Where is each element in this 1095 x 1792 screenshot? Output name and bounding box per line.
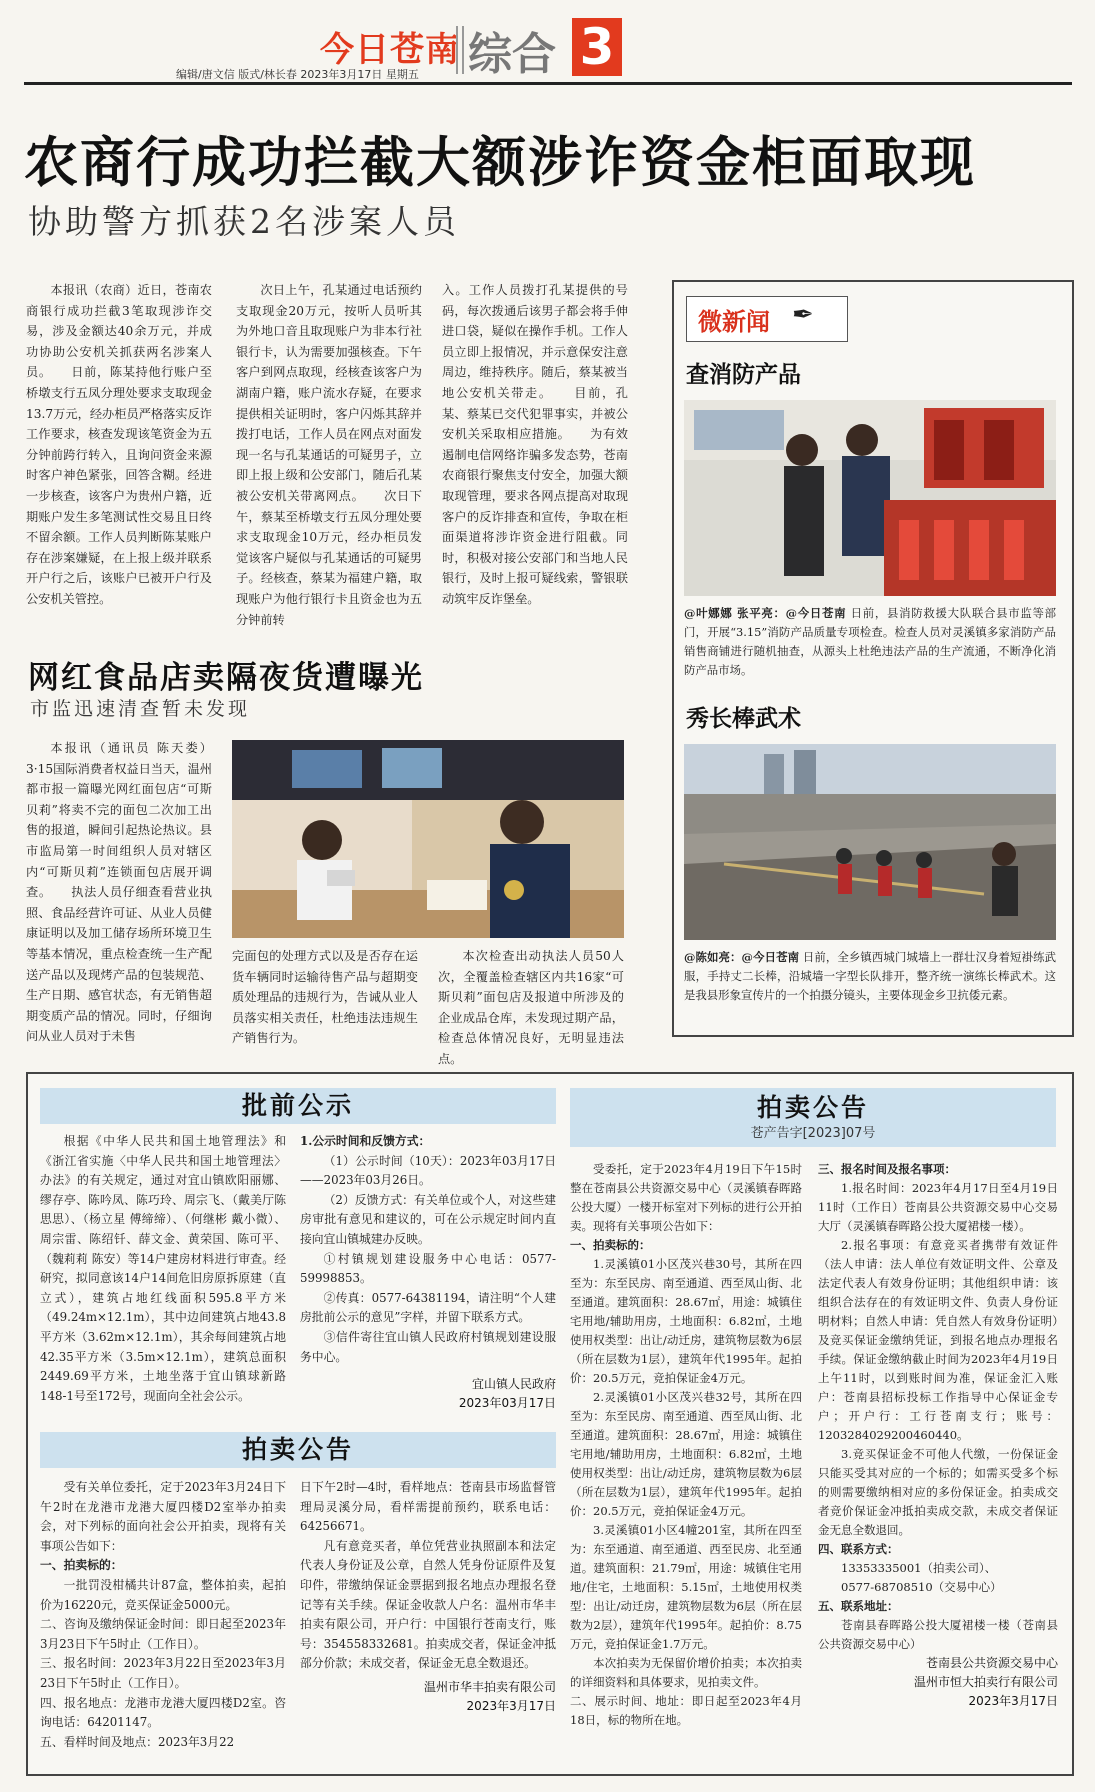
sidebar-item2-caption: @陈如亮：@今日苍南 日前，全乡镇西城门城墙上一群壮汉身着短褂练武服，手持丈二长棒，沿城墙一字型长队排开，整齐统一演练长棒武术。这是我县形象宣传片的一个拍摄分镜头，主要体现金乡卫抗倭元素。 — [684, 950, 1056, 1002]
pre-approval-feedback: 1.公示时间和反馈方式： （1）公示时间（10天）：2023年03月17日——2023年03月26日。 （2）反馈方式：有关单位或个人，对这些建房审批有意见和建议的，可在公示规定时间内直接向宜山镇城建办反映。 ①村镇规划建设服务中心电话：0577-59998853。 ②传真：0577-64381194，请注明“个人建房批前公示的意见”字样，并留下联系方式。 ③信件寄往宜山镇人民政府村镇规划建设服务中心。 宜山镇人民政府 2023年03月17日 — [300, 1134, 556, 1411]
auction-notice-2-left: 受委托，定于2023年4月19日下午15时整在苍南县公共资源交易中心（灵溪镇春晖路公投大厦）一楼开标室对下列标的进行公开拍卖。现将有关事项公告如下： 一、拍卖标的： 1.灵溪镇01小区茂兴巷30号，其所在四至为：东至民房、南至通道、西至凤山街、北至通道。建筑面积：28.67㎡，用途：城镇住宅用地/辅助用房，土地面积：6.82㎡，土地使用权类型：出让/动迁房，建筑物层数为6层（所在层数为1层），建筑年代1995年。起拍价：20.5万元，竞拍保证金4万元。 2.灵溪镇01小区茂兴巷32号，其所在四至为：东至民房、南至通道、西至凤山街、北至通道。建筑面积：28.67㎡，用途：城镇住宅用地/辅助用房，土地面积：6.82㎡，土地使用权类型：出让/动迁房，建筑物层数为6层（所在层数为1层），建筑年代1995年。起拍价：20.5万元，竞拍保证金4万元。 3.灵溪镇01小区4幢201室，其所在四至为：东至通道、南至通道、西至民房、北至通道。建筑面积：21.79㎡，用途：城镇住宅用地/住宅，土地面积：5.15㎡，土地使用权类型：出让/动迁房，建筑物层数为6层（所在层数为2层），建筑年代1995年。起拍价：8.75万元，竞拍保证金1.7万元。 本次拍卖为无保留价增价拍卖；本次拍卖的详细资料和具体要求，见拍卖文件。 二、展示时间、地址：即日起至2023年4月18日，标的物所在地。 — [570, 1162, 802, 1727]
auction-notice-2-code: 苍产告字[2023]07号 — [570, 1122, 1056, 1147]
martial-arts-photo — [684, 744, 1056, 940]
sidebar-item1-caption: @叶娜娜 张平亮：@今日苍南 日前，县消防救援大队联合县市监等部门，开展“3.15”消防产品质量专项检查。检查人员对灵溪镇多家消防产品销售商铺进行随机抽查，从源头上杜绝违法产品的生产流通，不断净化消防产品市场。 — [684, 606, 1056, 677]
auction-notice-1-title: 拍卖公告 — [40, 1432, 556, 1468]
pre-approval-notice — [40, 1088, 556, 1124]
pre-approval-title: 批前公示 — [40, 1088, 556, 1124]
auction-notice-1-right: 日下午2时—4时，看样地点：苍南县市场监督管理局灵溪分局，看样需提前预约，联系电话：64256671。 凡有意竞买者，单位凭营业执照副本和法定代表人身份证及公章，自然人凭身份证原件及复印件，带缴纳保证金票据到报名地点办理报名登记等有关手续。保证金收款人户名：温州市华丰拍卖有限公司，开户行：中国银行苍南支行，账号：354558332681。拍卖成交者，保证金冲抵部分价款；未成交者，保证金无息全数退还。 温州市华丰拍卖有限公司 2023年3月17日 — [300, 1480, 556, 1713]
auction-notice-1 — [40, 1432, 556, 1468]
auction-notice-2 — [570, 1088, 1056, 1147]
article2-col1: 本报讯（通讯员 陈天娄）3·15国际消费者权益日当天，温州都市报一篇曝光网红面包店“可斯贝莉”将卖不完的面包二次加工出售的报道，瞬间引起热论热议。县市监局第一时间组织人员对辖区内“可斯贝莉”连锁面包店展开调查。 执法人员仔细查看营业执照、食品经营许可证、从业人员健康证明以及加工储存场所环境卫生等基本情况，重点检查统一生产配送产品以及现烤产品的包装规范、生产日期、感官状态，有无销售超期变质产品的情况。同时，仔细询问从业人员对于未售 — [26, 741, 212, 1044]
page-number: 3 — [572, 18, 622, 76]
article2-subheadline: 市监迅速清查暂未发现 — [30, 698, 251, 720]
newspaper-logo: 今日苍南 — [320, 30, 460, 70]
article1-headline: 农商行成功拦截大额涉诈资金柜面取现 — [24, 131, 976, 194]
article1-col3: 入。工作人员拨打孔某提供的号码，每次拨通后该男子都会将手伸进口袋，疑似在操作手机。工作人员立即上报情况，并示意保安注意周边，维持秩序。随后，蔡某被当地公安机关带走。 目前，孔某、蔡某已交代犯罪事实，并被公安机关采取相应措施。 为有效遏制电信网络诈骗多发态势，苍南农商银行聚焦支付安全，加强大额取现管理，要求各网点提高对取现客户的反诈排查和宣传，争取在柜面渠道将涉诈资金进行阻截。同时，积极对接公安部门和当地人民银行，及时上报可疑线索，警银联动筑牢反诈堡垒。 — [442, 283, 628, 606]
sidebar-item1-title: 查消防产品 — [686, 362, 801, 388]
pre-approval-body: 根据《中华人民共和国土地管理法》和《浙江省实施〈中华人民共和国土地管理法〉办法》的有关规定，通过对宜山镇欧阳丽娜、缪存亭、陈吟凤、陈巧玲、周宗飞、（戴美厅陈思思）、（杨立星 傅缔缔）、（何继彬 戴小微）、周宗雷、陈绍钎、薛文金、黄荣国、陈可平、（魏莉莉 陈安）等14户建房材料进行审查。经研究，拟同意该14户14间危旧房原拆原建（直立式），建筑占地红线面积595.8平方米（49.24m×12.1m），其中边间建筑占地43.8平方米（3.62m×12.1m），其余每间建筑占地42.35平方米（3.5m×12.1m），建筑总面积2449.69平方米，土地坐落于宜山镇球新路148-1号至172号，现面向全社会公示。 — [40, 1134, 286, 1403]
article2-headline: 网红食品店卖隔夜货遭曝光 — [28, 660, 424, 696]
article1-subheadline: 协助警方抓获2名涉案人员 — [28, 202, 460, 241]
auction-notice-2-title: 拍卖公告 — [570, 1088, 1056, 1122]
article1-col2: 次日上午，孔某通过电话预约支取现金20万元，按听人员听其为外地口音且取现账户为非本行社银行卡，认为需要加强核查。下午客户到网点取现，经核查该客户为湖南户籍，账户流水存疑，在要求提供相关证明时，客户闪烁其辞并拨打电话，工作人员在网点对面发现一名与孔某通话的可疑男子，立即上报上级和公安部门，随后孔某被公安机关带离网点。 次日下午，蔡某至桥墩支行五凤分理处要求支取现金10万元，经办柜员发觉该客户疑似与孔某通话的可疑男子。经核查，蔡某为福建户籍，取现账户为他行银行卡且资金也为五分钟前转 — [236, 283, 422, 627]
sidebar-item2-credit: @陈如亮：@今日苍南 — [684, 950, 800, 964]
header-separator — [456, 26, 464, 74]
pen-icon: ✒ — [792, 300, 814, 330]
article2-col3: 本次检查出动执法人员50人次，全覆盖检查辖区内共16家“可斯贝莉”面包店及报道中所涉及的企业成品仓库，未发现过期产品，检查总体情况良好，无明显违法点。 — [438, 949, 624, 1066]
header-meta: 编辑/唐文信 版式/林长春 2023年3月17日 星期五 — [176, 68, 419, 81]
micro-news-title: 微新闻 — [698, 308, 770, 336]
sidebar-item1-credit: @叶娜娜 张平亮：@今日苍南 — [684, 606, 847, 620]
header-rule — [24, 82, 1072, 85]
fire-product-photo — [684, 400, 1056, 596]
auction-notice-2-right: 三、报名时间及报名事项： 1.报名时间：2023年4月17日至4月19日11时（工作日）苍南县公共资源交易中心交易大厅（灵溪镇春晖路公投大厦裙楼一楼）。 2.报名事项：有意竞买者携带有效证件（法人申请：法人单位有效证明文件、公章及法定代表人有效身份证明；其他组织申请：该组织合法存在的有效证明文件、负责人身份证明材料；自然人申请：凭自然人有效身份证明）及竞买保证金缴纳凭证，到报名地点办理报名手续。保证金缴纳截止时间为2023年4月19日上午11时，以到账时间为准，保证金汇入账户：苍南县招标投标工作指导中心保证金专户；开户行：工行苍南支行；账号：1203284029200460440。 3.竞买保证金不可他人代缴，一份保证金只能买受其对应的一个标的；如需买受多个标的则需要缴纳相对应的多份保证金。拍卖成交者竞价保证金冲抵拍卖成交款，未成交者保证金无息全数退回。 四、联系方式： 13353335001（拍卖公司）、 0577-68708510（交易中心） 五、联系地址： 苍南县春晖路公投大厦裙楼一楼（苍南县公共资源交易中心） 苍南县公共资源交易中心 温州市恒大拍卖行有限公司 2023年3月17日 — [818, 1162, 1058, 1708]
article1-col1: 本报讯（农商）近日，苍南农商银行成功拦截3笔取现涉诈交易，涉及金额达40余万元，并成功协助公安机关抓获两名涉案人员。 日前，陈某持他行账户至桥墩支行五凤分理处要求支取现金13.7万元，经办柜员严格落实反诈工作要求，核查发现该笔资金为五分钟前跨行转入，且询问资金来源时客户神色紧张，回答含糊。经进一步核查，该客户为贵州户籍，近期账户发生多笔测试性交易且日终不留余额。工作人员判断陈某账户存在涉案嫌疑，在上报上级并联系开户行之后，该账户已被开户行及公安机关管控。 — [26, 283, 212, 606]
auction-notice-1-body: 受有关单位委托，定于2023年3月24日下午2时在龙港市龙港大厦四楼D2室举办拍卖会，对下列标的面向社会公开拍卖，现将有关事项公告如下： 一、拍卖标的： 一批罚没柑橘共计87盒，整体拍卖，起拍价为16220元，竞买保证金5000元。 二、咨询及缴纳保证金时间：即日起至2023年3月23日下午5时止（工作日）。 三、报名时间：2023年3月22日至2023年3月23日下午5时止（工作日）。 四、报名地点：龙港市龙港大厦四楼D2室。咨询电话：64201147。 五、看样时间及地点：2023年3月22 — [40, 1480, 286, 1749]
inspection-photo — [232, 740, 624, 938]
article2-col2: 完面包的处理方式以及是否存在运货车辆同时运输待售产品与超期变质处理品的违规行为，告诫从业人员落实相关责任，杜绝违法违规生产销售行为。 — [232, 949, 418, 1046]
section-title: 综合 — [468, 29, 556, 80]
sidebar-item2-title: 秀长棒武术 — [686, 706, 801, 732]
